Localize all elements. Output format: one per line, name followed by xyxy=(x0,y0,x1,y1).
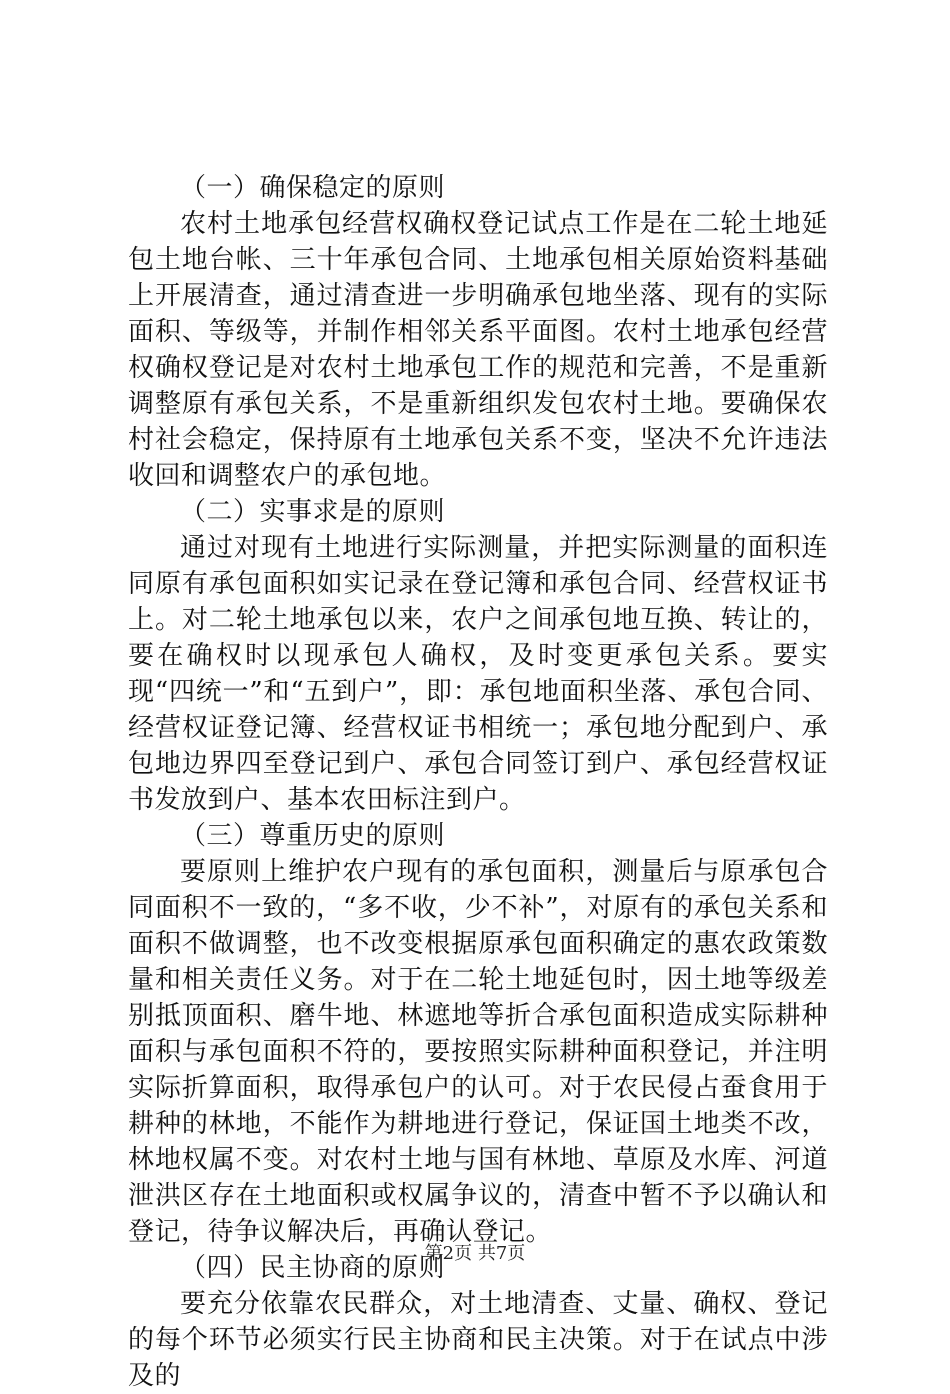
document-body xyxy=(128,170,828,1394)
page-number-footer: 第2页 共7页 xyxy=(424,1243,526,1264)
section-paragraph-3: 要原则上维护农户现有的承包面积，测量后与原承包合同面积不一致的，“多不收，少不补”，对原有的承包关系和面积不做调整，也不改变根据原承包面积确定的惠农政策数量和相关责任义务。对于在二轮土地延包时，因土地等级差别抵顶面积、磨牛地、林遮地等折合承包面积造成实际耕种面积与承包面积不符的，要按照实际耕种面积登记，并注明实际折算面积，取得承包户的认可。对于农民侵占蚕食用于耕种的林地，不能作为耕地进行登记，保证国土地类不改，林地权属不变。对农村土地与国有林地、草原及水库、河道泄洪区存在土地面积或权属争议的，清查中暂不予以确认和登记，待争议解决后，再确认登记。 xyxy=(128,857,828,1247)
section-paragraph-2: 通过对现有土地进行实际测量，并把实际测量的面积连同原有承包面积如实记录在登记簿和承包合同、经营权证书上。对二轮土地承包以来，农户之间承包地互换、转让的，要在确权时以现承包人确权，及时变更承包关系。要实现“四统一”和“五到户”，即：承包地面积坐落、承包合同、经营权证登记簿、经营权证书相统一；承包地分配到户、承包地边界四至登记到户、承包合同签订到户、承包经营权证书发放到户、基本农田标注到户。 xyxy=(128,533,828,815)
section-heading-2: （二）实事求是的原则 xyxy=(180,497,446,527)
section-paragraph-4: 要充分依靠农民群众，对土地清查、丈量、确权、登记的每个环节必须实行民主协商和民主决策。对于在试点中涉及的 xyxy=(128,1289,828,1391)
section-heading-3: （三）尊重历史的原则 xyxy=(180,821,446,851)
section-paragraph-1: 农村土地承包经营权确权登记试点工作是在二轮土地延包土地台帐、三十年承包合同、土地承包相关原始资料基础上开展清查，通过清查进一步明确承包地坐落、现有的实际面积、等级等，并制作相邻关系平面图。农村土地承包经营权确权登记是对农村土地承包工作的规范和完善，不是重新调整原有承包关系，不是重新组织发包农村土地。要确保农村社会稳定，保持原有土地承包关系不变，坚决不允许违法收回和调整农户的承包地。 xyxy=(128,209,828,491)
section-heading-1: （一）确保稳定的原则 xyxy=(180,173,446,203)
section-heading-4: （四）民主协商的原则 xyxy=(180,1253,446,1283)
